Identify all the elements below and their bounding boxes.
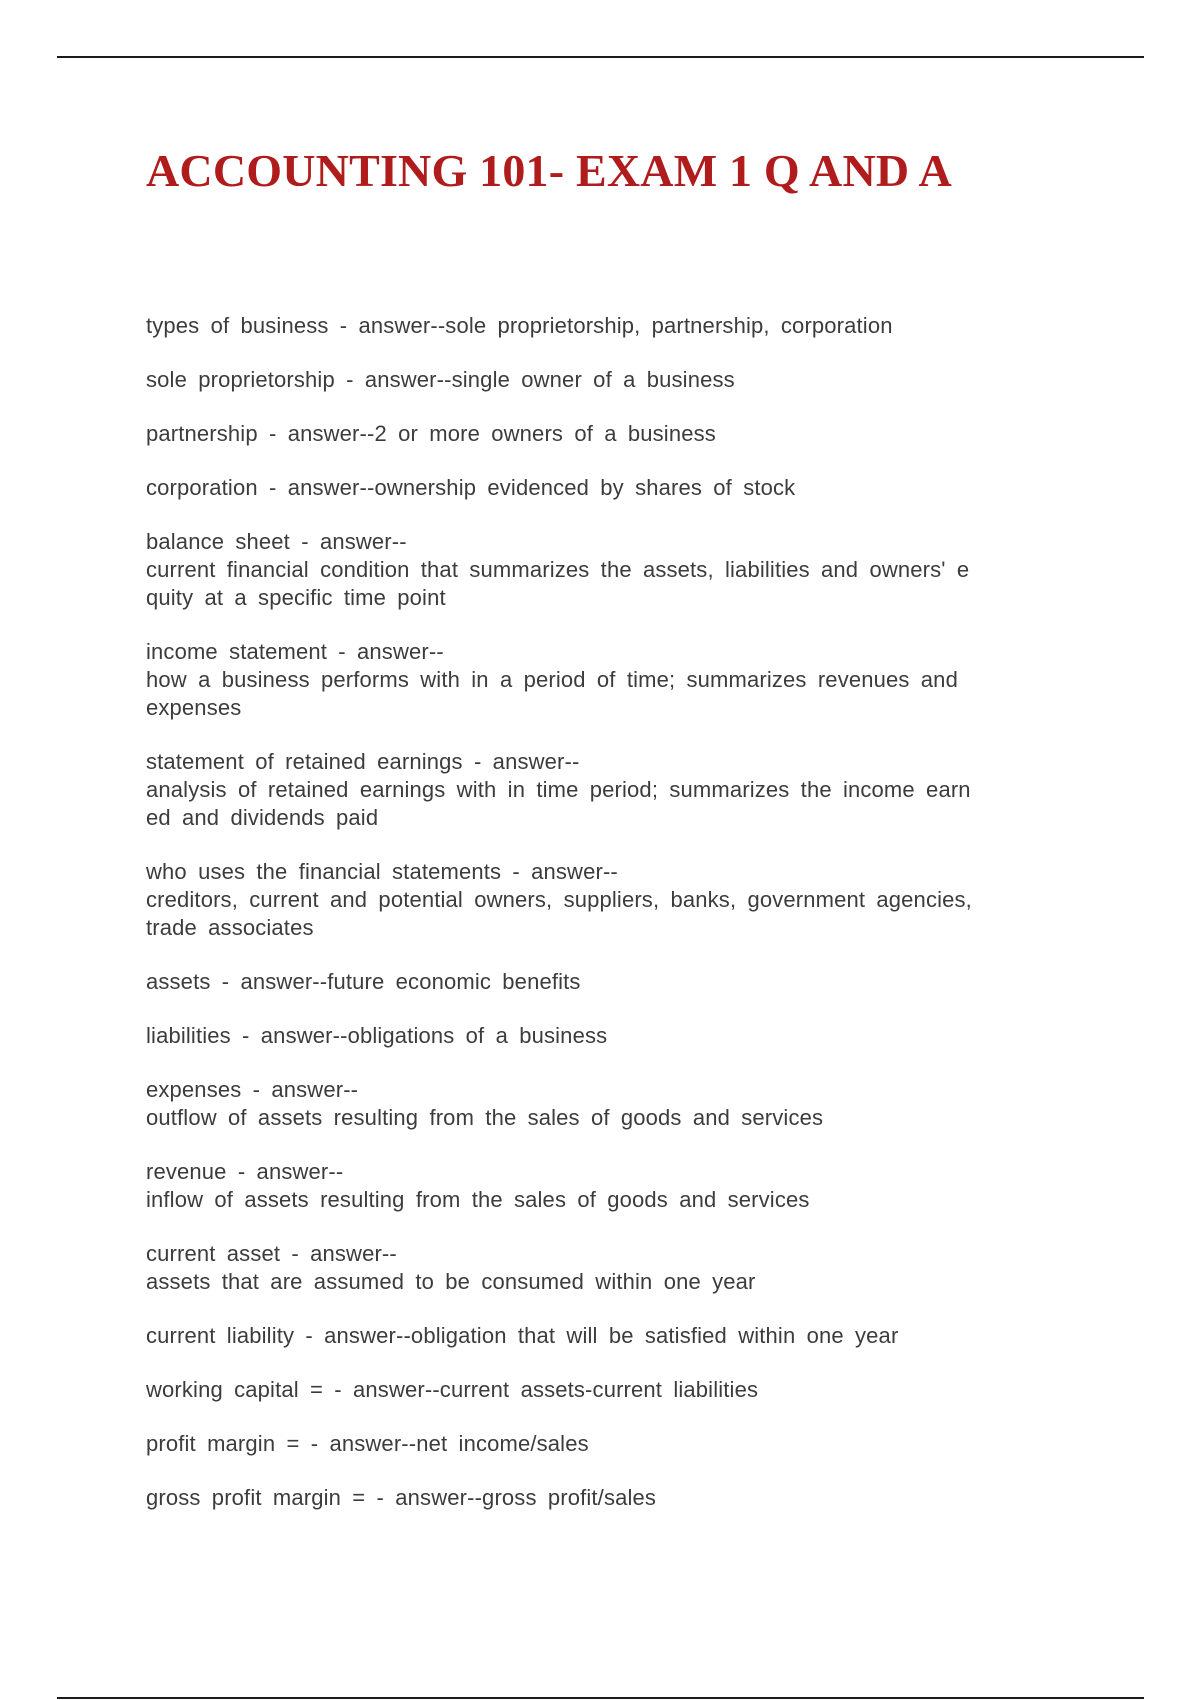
qa-line: working capital = - answer--current assets-current liabilities: [146, 1377, 759, 1402]
qa-entry: [146, 528, 1046, 612]
qa-line: current financial condition that summarizes the assets, liabilities and owners' e: [146, 557, 970, 582]
qa-line: balance sheet - answer--: [146, 529, 407, 554]
qa-entry: [146, 474, 1046, 502]
qa-line: corporation - answer--ownership evidenced by shares of stock: [146, 475, 796, 500]
bottom-rule: [57, 1697, 1144, 1699]
qa-line: assets that are assumed to be consumed within one year: [146, 1269, 756, 1294]
qa-entry: [146, 312, 1046, 340]
qa-line: sole proprietorship - answer--single owner of a business: [146, 367, 735, 392]
qa-entry: [146, 858, 1046, 942]
qa-line: revenue - answer--: [146, 1159, 344, 1184]
qa-line: gross profit margin = - answer--gross profit/sales: [146, 1485, 657, 1510]
qa-line: expenses: [146, 695, 242, 720]
qa-entry: [146, 1484, 1046, 1512]
qa-line: how a business performs with in a period of time; summarizes revenues and: [146, 667, 958, 692]
top-rule: [57, 56, 1144, 58]
qa-line: who uses the financial statements - answer--: [146, 859, 618, 884]
qa-entry: [146, 968, 1046, 996]
qa-line: statement of retained earnings - answer--: [146, 749, 580, 774]
qa-line: current liability - answer--obligation that will be satisfied within one year: [146, 1323, 899, 1348]
qa-line: partnership - answer--2 or more owners of a business: [146, 421, 716, 446]
qa-line: creditors, current and potential owners, suppliers, banks, government agencies,: [146, 887, 972, 912]
qa-line: quity at a specific time point: [146, 585, 446, 610]
qa-entry: [146, 1022, 1046, 1050]
qa-entry: [146, 748, 1046, 832]
qa-entry: [146, 1158, 1046, 1214]
page-title: ACCOUNTING 101- EXAM 1 Q AND A: [146, 145, 952, 196]
qa-line: ed and dividends paid: [146, 805, 379, 830]
qa-line: profit margin = - answer--net income/sales: [146, 1431, 589, 1456]
qa-line: assets - answer--future economic benefits: [146, 969, 581, 994]
qa-entry: [146, 638, 1046, 722]
qa-entry: [146, 1376, 1046, 1404]
qa-entry: [146, 366, 1046, 394]
qa-line: trade associates: [146, 915, 314, 940]
qa-list: [146, 312, 1046, 1538]
qa-entry: [146, 420, 1046, 448]
qa-entry: [146, 1322, 1046, 1350]
qa-line: inflow of assets resulting from the sales of goods and services: [146, 1187, 810, 1212]
qa-line: liabilities - answer--obligations of a business: [146, 1023, 608, 1048]
qa-line: analysis of retained earnings with in time period; summarizes the income earn: [146, 777, 971, 802]
qa-line: expenses - answer--: [146, 1077, 359, 1102]
qa-entry: [146, 1240, 1046, 1296]
qa-entry: [146, 1430, 1046, 1458]
qa-line: types of business - answer--sole proprietorship, partnership, corporation: [146, 313, 893, 338]
qa-line: income statement - answer--: [146, 639, 444, 664]
qa-line: current asset - answer--: [146, 1241, 397, 1266]
qa-line: outflow of assets resulting from the sales of goods and services: [146, 1105, 824, 1130]
qa-entry: [146, 1076, 1046, 1132]
